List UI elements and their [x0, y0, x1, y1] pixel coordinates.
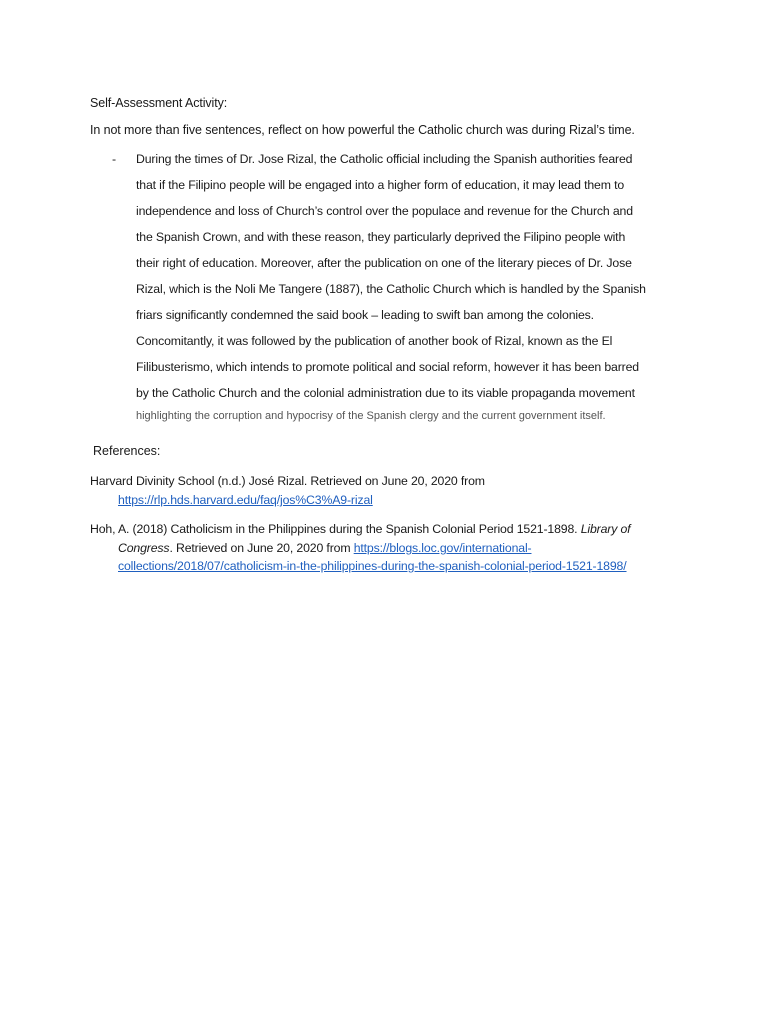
answer-line-last: highlighting the corruption and hypocrisy of the Spanish clergy and the current government itself. [136, 410, 606, 422]
answer-line: by the Catholic Church and the colonial administration due to its viable propaganda movement [136, 386, 635, 400]
answer-line: Filibusterismo, which intends to promote political and social reform, however it has been barred [136, 360, 640, 374]
answer-line: independence and loss of Church’s control over the populace and revenue for the Church and [136, 204, 633, 218]
reference-text: Hoh, A. (2018) Catholicism in the Philippines during the Spanish Colonial Period 1521-1898. [90, 522, 581, 536]
reference-harvard [90, 474, 485, 507]
answer-line: friars significantly condemned the said book – leading to swift ban among the colonies. [136, 308, 594, 322]
reference-continuation [118, 541, 531, 555]
activity-heading: Self-Assessment Activity: [90, 96, 228, 110]
activity-prompt: In not more than five sentences, reflect on how powerful the Catholic church was during Rizal’s time. [90, 123, 635, 137]
reference-title: Congress [118, 541, 170, 555]
answer-line: the Spanish Crown, and with these reason, they particularly deprived the Filipino people with [136, 230, 626, 244]
reference-title: Library of [580, 522, 631, 536]
reference-link-loc-continued[interactable]: collections/2018/07/catholicism-in-the-philippines-during-the-spanish-colonial-period-1521-1898/ [118, 559, 627, 573]
reference-link-loc[interactable]: https://blogs.loc.gov/international- [353, 541, 532, 555]
reference-hoh [90, 522, 631, 573]
references-heading: References: [93, 444, 161, 458]
bullet-dash: - [112, 152, 116, 166]
answer-line: that if the Filipino people will be engaged into a higher form of education, it may lead them to [136, 178, 625, 192]
reference-text: Harvard Divinity School (n.d.) José Rizal. Retrieved on June 20, 2020 from [90, 474, 485, 488]
answer-line: Rizal, which is the Noli Me Tangere (1887), the Catholic Church which is handled by the Spanish [136, 282, 646, 296]
answer-line: During the times of Dr. Jose Rizal, the Catholic official including the Spanish authorities feared [136, 152, 633, 166]
reference-link-harvard[interactable]: https://rlp.hds.harvard.edu/faq/jos%C3%A9-rizal [118, 493, 373, 507]
reference-text: . Retrieved on June 20, 2020 from [169, 541, 354, 555]
answer-line: Concomitantly, it was followed by the publication of another book of Rizal, known as the El [136, 334, 613, 348]
answer-line: their right of education. Moreover, after the publication on one of the literary pieces of Dr. Jose [136, 256, 632, 270]
